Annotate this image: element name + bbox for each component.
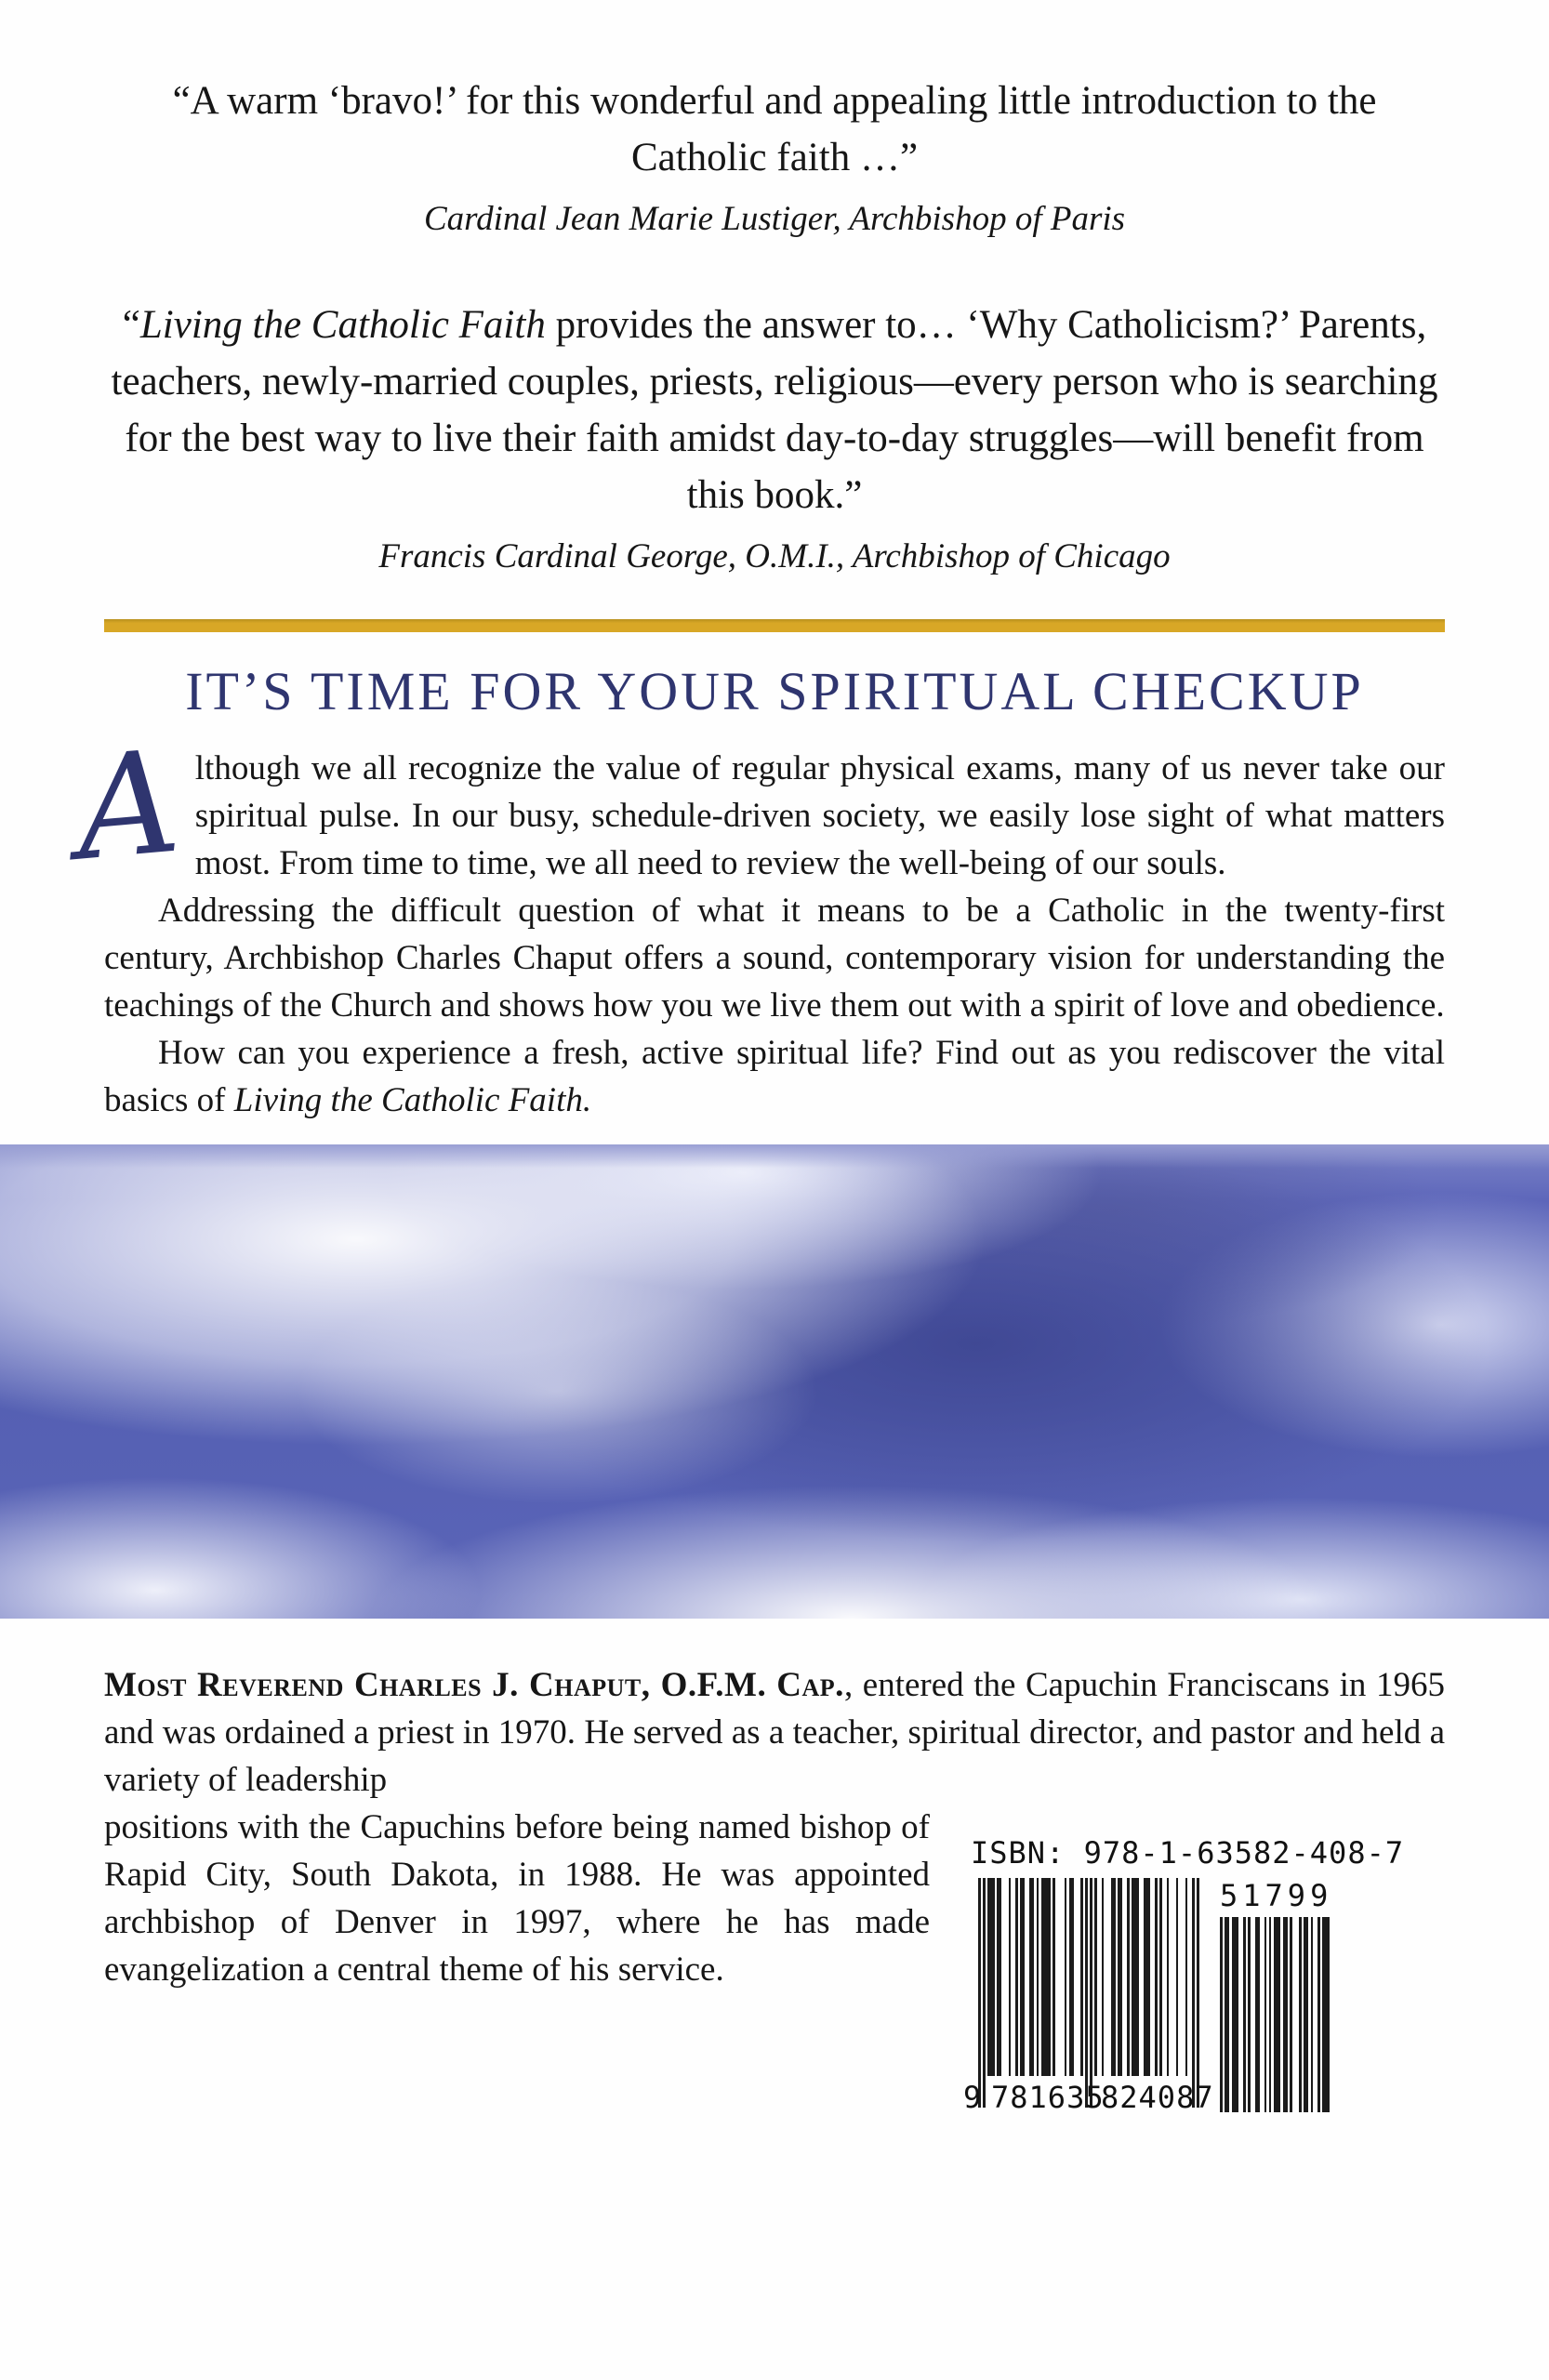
description-paragraph-3 (104, 1029, 1445, 1124)
isbn-barcode-block (963, 1835, 1405, 2148)
ean13-lead-digit: 9 (963, 2080, 982, 2115)
description-paragraph-3-text: How can you experience a fresh, active spiritual life? Find out as you rediscover the vital basics of (104, 1034, 1445, 1119)
endorsement-attribution-2: Francis Cardinal George, O.M.I., Archbishop of Chicago (378, 537, 1171, 575)
upper-content (0, 0, 1549, 1124)
author-name: Most Reverend Charles J. Chaput, O.F.M. Cap. (104, 1666, 844, 1704)
dropcap-letter: A (69, 719, 186, 892)
description-paragraph-2: Addressing the difficult question of what it means to be a Catholic in the twenty-first century, Archbishop Charles Chaput offers a sound, contemporary vision for understanding the teachings of the Church and shows how you we live them out with a spirit of love and obedience. (104, 892, 1445, 1025)
endorsement-quote-1-text: “A warm ‘bravo!’ for this wonderful and appealing little introduction to the Catholic faith …” (172, 79, 1377, 179)
barcode-bars-area (963, 1878, 1335, 2148)
book-title-mention-2: Living the Catholic Faith. (233, 1081, 592, 1119)
ean5-barcode-icon (1220, 1917, 1330, 2112)
clouds-photo (0, 1144, 1549, 1619)
endorsement-attribution-1: Cardinal Jean Marie Lustiger, Archbishop of Paris (423, 200, 1126, 238)
gold-divider (104, 619, 1445, 632)
lower-content (0, 1661, 1549, 2148)
ean13-barcode-icon (978, 1878, 1199, 2108)
endorsement-quote-2-text: provides the answer to… ‘Why Catholicism?’ Parents, teachers, newly-married couples, priests, religious—every person who is searching for the best way to live their faith amidst day-to-day struggles—will benefit from this book.” (111, 303, 1438, 517)
price-supplement (1220, 1878, 1333, 2112)
endorsement-quote-1 (104, 0, 1445, 186)
ean13-left-digits: 781635 (991, 2080, 1105, 2115)
headline: IT’S TIME FOR YOUR SPIRITUAL CHECKUP (185, 661, 1364, 721)
endorsement-quote-2 (104, 297, 1445, 523)
ean13-right-digits: 824087 (1101, 2080, 1214, 2115)
isbn-label: ISBN: 978-1-63582-408-7 (971, 1835, 1405, 1871)
description-paragraph-1-text: lthough we all recognize the value of regular physical exams, many of us never take our spiritual pulse. In our busy, schedule-driven society, we easily lose sight of what matters most. From time to time, we all need to review the well-being of our souls. (194, 749, 1445, 882)
author-bio-continued: positions with the Capuchins before being named bishop of Rapid City, South Dakota, in 1988. He was appointed archbishop of Denver in 1997, where he has made evangelization a central theme of his service. (104, 1808, 930, 1989)
open-quote-mark: “ (122, 303, 140, 347)
author-bio-intro-text: , entered the Capuchin Franciscans in 1965 and was ordained a priest in 1970. He served as a teacher, spiritual director, and pastor and held a variety of leadership (104, 1666, 1445, 1799)
bio-and-barcode-row (104, 1804, 1445, 2148)
description-paragraph-1 (69, 719, 1445, 892)
ean13-digits (963, 2076, 1214, 2121)
price-code-digits: 51799 (1220, 1878, 1333, 1913)
book-title-mention: Living the Catholic Faith (139, 303, 546, 347)
author-bio-intro (104, 1661, 1445, 1804)
